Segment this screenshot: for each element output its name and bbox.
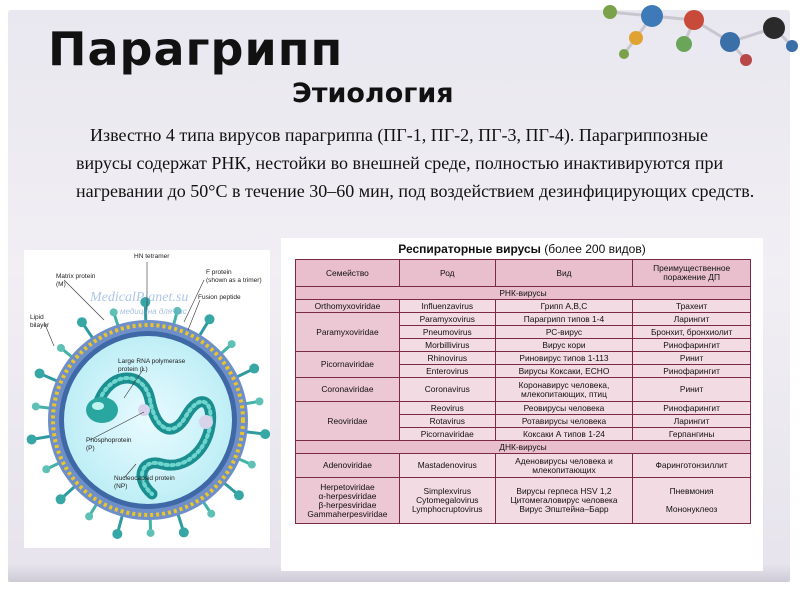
table-row [296,454,751,478]
envelope-spike-head [85,512,93,520]
slide-subtitle: Этиология [292,78,454,109]
label-nucleocapsid-line1: Nucleocapsid protein [114,475,175,482]
table-title-rest: (более 200 видов) [540,242,646,256]
table-row [296,378,751,402]
cell-lesion: Фаринготонзиллит [633,454,751,478]
cell-lesion: Ринофарингит [633,402,751,415]
header-genus: Род [399,260,495,287]
envelope-spike-head [35,368,45,378]
label-phosphoprotein-line2: (P) [86,444,95,452]
envelope-spike-head [110,308,118,316]
cell-lesion: Ринофарингит [633,365,751,378]
header-lesion: Преимущественное поражение ДП [633,260,751,287]
envelope-spike-head [56,494,66,504]
envelope-spike-head [228,340,236,348]
cell-lesion: Герпангины [633,428,751,441]
table-row [296,313,751,326]
table-title-bold: Респираторные вирусы [398,242,541,256]
table-row [296,478,751,524]
herpes-family-3: Gammaherpesviridae [307,508,388,519]
label-rna-polymerase-line2: protein (L) [118,365,148,373]
cell-species: Риновирус типов 1-113 [495,352,633,365]
cell-genus: Coronavirus [399,378,495,402]
cell-species: Аденовирусы человека и млекопитающих [495,454,633,478]
cell-genus: Reovirus [399,402,495,415]
cell-lesion: Ринит [633,352,751,365]
cell-family: Paramyxoviridae [296,313,400,352]
herpes-species-0: Вирусы герпеса HSV 1,2 [516,486,612,496]
cell-family: Picornaviridae [296,352,400,378]
envelope-spike-head [27,434,37,444]
cell-lesion-herpes [633,478,751,524]
herpes-species-1: Цитомегаловирус человека [510,495,618,505]
cell-genus: Picornaviridae [399,428,495,441]
cell-genus: Morbillivirus [399,339,495,352]
envelope-spike-head [42,465,50,473]
cell-lesion: Трахеит [633,300,751,313]
watermark-subtitle: медицина для вас [120,307,187,316]
herpes-family-1: α-herpesviridae [318,490,377,501]
table-wrapper [295,259,751,600]
herpes-species-2: Вирус Эпштейна–Барр [519,504,609,514]
cell-lesion: Бронхит, бронхиолит [633,326,751,339]
envelope-spike-head [32,402,40,410]
envelope-spike-head [112,529,122,539]
envelope-spike-head [57,344,65,352]
paramyxovirus-diagram [24,250,270,548]
cell-genus: Influenzavirus [399,300,495,313]
header-family: Семейство [296,260,400,287]
label-phosphoprotein [86,437,132,452]
label-nucleocapsid-line2: (NP) [114,482,128,490]
respiratory-viruses-table [295,259,751,524]
label-nucleocapsid [114,475,175,490]
cell-lesion: Ларингит [633,415,751,428]
cell-genus: Rhinovirus [399,352,495,365]
cell-species: Вирусы Коксаки, ECHO [495,365,633,378]
envelope-spike-head [249,364,259,374]
cell-family: Reoviridae [296,402,400,441]
label-matrix-protein [56,273,95,288]
cell-species: Коксаки А типов 1-24 [495,428,633,441]
envelope-spike-head [179,527,189,537]
cell-species-herpes [495,478,633,524]
table-row [296,300,751,313]
label-lipid-bilayer-line2: bilayer [30,321,50,329]
label-matrix-protein-line1: Matrix protein [56,273,96,280]
cell-family-herpes [296,478,400,524]
envelope-spike-head [147,529,155,537]
label-f-protein-line2: (shown as a trimer) [206,276,262,284]
label-f-protein-line1: F protein [206,269,232,276]
envelope-spike-head [234,490,244,500]
cell-species: Реовирусы человека [495,402,633,415]
cell-genus: Rotavirus [399,415,495,428]
cell-species: Грипп А,В,С [495,300,633,313]
envelope-spike-head [255,397,263,405]
herpes-genus-2: Lymphocruptovirus [412,504,483,514]
cell-genus: Mastadenovirus [399,454,495,478]
header-species: Вид [495,260,633,287]
label-lipid-bilayer-line1: Lipid [30,314,44,321]
herpes-lesion-1: Мононуклеоз [665,504,718,514]
section-dna: ДНК-вирусы [296,441,751,454]
section-rna: РНК-вирусы [296,287,751,300]
herpes-genus-0: Simplexvirus [423,486,472,496]
cell-family: Coronaviridae [296,378,400,402]
herpes-family-0: Herpetoviridae [320,481,375,492]
envelope-spike-head [260,429,270,439]
cell-genus-herpes [399,478,495,524]
herpes-lesion-0: Пневмония [669,486,714,496]
label-f-protein [206,269,262,284]
label-matrix-protein-line2: (M) [56,280,66,288]
slide-title: Парагрипп [48,22,344,76]
envelope-spike-head [248,461,256,469]
cell-family: Orthomyxoviridae [296,300,400,313]
cell-lesion: Ларингит [633,313,751,326]
cell-genus: Enterovirus [399,365,495,378]
label-hn-tetramer: HN tetramer [134,253,170,260]
herpes-genus-1: Cytomegalovirus [416,495,479,505]
table-title [281,242,763,256]
etiology-paragraph: Известно 4 типа вирусов парагриппа (ПГ-1, ПГ-2, ПГ-3, ПГ-4). Парагриппозные вирусы содержат РНК, нестойки во внешней среде, полностью инактивируются при нагревании до 50°С в течение 30–60 мин, под воздействием дезинфицирующих средств. [76,125,755,201]
table-row [296,402,751,415]
cell-lesion: Ринофарингит [633,339,751,352]
label-rna-polymerase-line1: Large RNA polymerase [118,358,186,365]
table-row [296,352,751,365]
label-fusion-peptide: Fusion peptide [198,294,241,301]
cell-species: РС-вирус [495,326,633,339]
section-row-dna [296,441,751,454]
watermark: MedicalPlanet.su [90,290,189,305]
table-header-row [296,260,751,287]
section-row-rna [296,287,751,300]
cell-lesion: Ринит [633,378,751,402]
cell-genus: Pneumovirus [399,326,495,339]
herpes-family-2: β-herpesviridae [318,499,377,510]
cell-genus: Paramyxovirus [399,313,495,326]
cell-species: Коронавирус человека, млекопитающих, птиц [495,378,633,402]
label-phosphoprotein-line1: Phosphoprotein [86,437,132,444]
envelope-spike-head [205,314,215,324]
molecule-decoration-icon [596,2,800,68]
cell-family: Adenoviridae [296,454,400,478]
cell-species: Парагрипп типов 1-4 [495,313,633,326]
cell-species: Ротавирусы человека [495,415,633,428]
label-rna-polymerase [118,358,185,373]
label-lipid-bilayer [30,314,49,329]
respiratory-viruses-panel [281,238,763,571]
envelope-spike-head [77,317,87,327]
cell-species: Вирус кори [495,339,633,352]
envelope-spike-head [207,510,215,518]
